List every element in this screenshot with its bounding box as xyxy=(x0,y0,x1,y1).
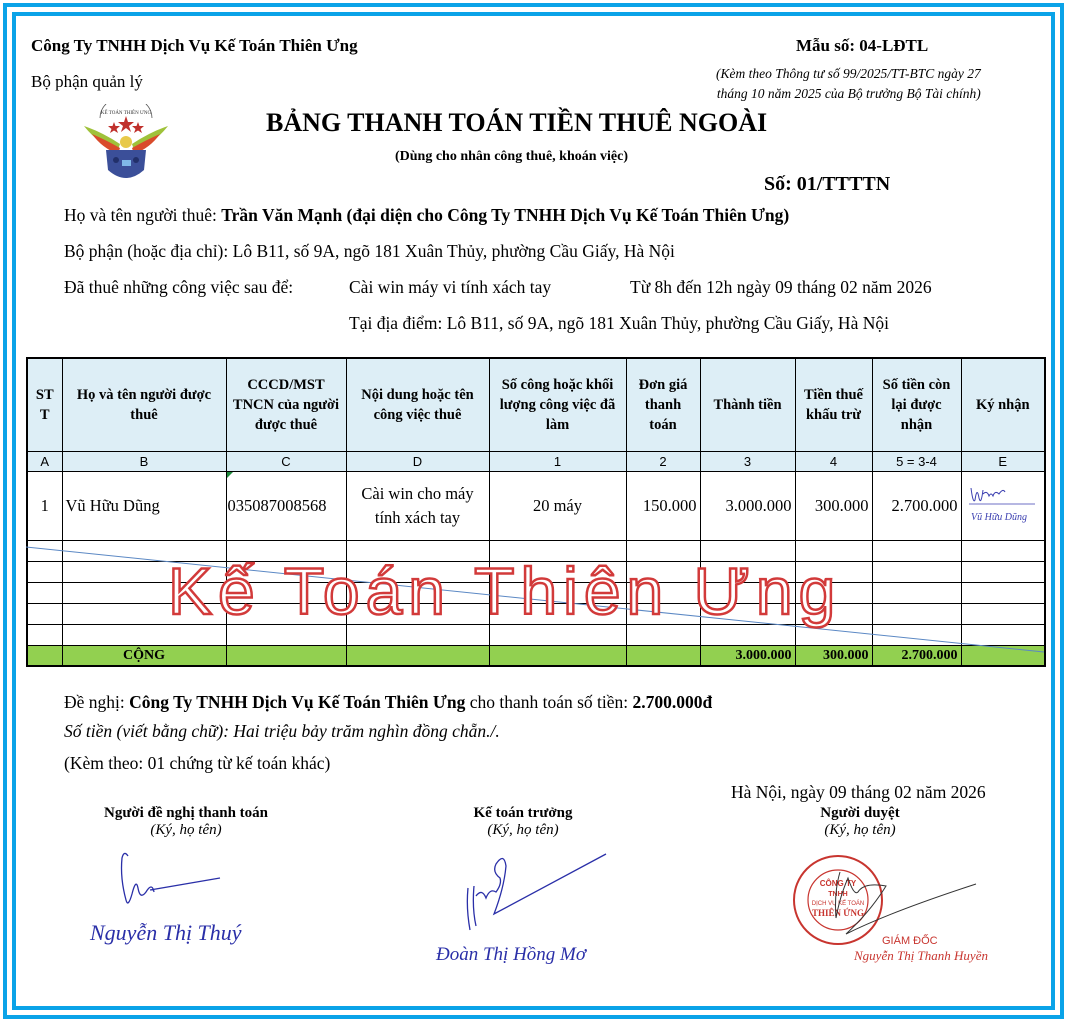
renter-line xyxy=(64,205,789,226)
company-stamp-icon xyxy=(790,852,990,972)
proposal-line xyxy=(64,692,712,713)
amount-in-words: Số tiền (viết bằng chữ): Hai triệu bảy trăm nghìn đồng chẵn./. xyxy=(64,721,500,741)
place-date: Hà Nội, ngày 09 tháng 02 năm 2026 xyxy=(731,782,986,802)
signature-block-approver xyxy=(760,805,960,839)
cell-job: Cài win cho máy tính xách tay xyxy=(346,472,489,541)
code-cell: 2 xyxy=(626,452,700,472)
form-note-line2: tháng 10 năm 2025 của Bộ trưởng Bộ Tài chính) xyxy=(716,86,981,101)
cell-tax: 300.000 xyxy=(795,472,872,541)
code-cell: A xyxy=(27,452,62,472)
svg-text:CÔNG TY: CÔNG TY xyxy=(819,879,857,888)
header-quantity: Số công hoặc khối lượng công việc đã làm xyxy=(489,358,626,452)
signature-block-requester xyxy=(76,805,296,839)
svg-text:Vũ Hữu Dũng: Vũ Hữu Dũng xyxy=(970,511,1027,523)
job-time: Từ 8h đến 12h ngày 09 tháng 02 năm 2026 xyxy=(630,277,932,297)
signature-instruction: (Ký, họ tên) xyxy=(824,822,896,838)
code-cell: B xyxy=(62,452,226,472)
document-number: Số: 01/TTTTN xyxy=(764,173,891,195)
svg-text:KẾ TOÁN THIÊN ƯNG: KẾ TOÁN THIÊN ƯNG xyxy=(100,111,152,116)
svg-text:THIÊN ỨNG: THIÊN ỨNG xyxy=(812,908,864,918)
code-cell: 4 xyxy=(795,452,872,472)
renter-value: Trần Văn Mạnh (đại diện cho Công Ty TNHH Dịch Vụ Kế Toán Thiên Ưng) xyxy=(221,205,790,225)
table-code-row xyxy=(27,452,1045,472)
svg-text:DỊCH VỤ KẾ TOÁN: DỊCH VỤ KẾ TOÁN xyxy=(811,901,865,907)
proposal-label: Đề nghị: xyxy=(64,692,130,712)
table-header-row xyxy=(27,358,1045,452)
address-value: Lô B11, số 9A, ngõ 181 Xuân Thủy, phường Cầu Giấy, Hà Nội xyxy=(232,241,675,261)
cell-signature xyxy=(961,472,1045,541)
company-name: Công Ty TNHH Dịch Vụ Kế Toán Thiên Ưng xyxy=(31,36,358,55)
total-label: CỘNG xyxy=(62,646,226,667)
code-cell: 1 xyxy=(489,452,626,472)
company-logo-icon xyxy=(80,104,172,188)
svg-text:Đoàn Thị Hồng Mơ: Đoàn Thị Hồng Mơ xyxy=(436,944,587,965)
document-title: BẢNG THANH TOÁN TIỀN THUÊ NGOÀI xyxy=(266,108,768,137)
renter-label: Họ và tên người thuê: xyxy=(64,205,222,225)
header-id: CCCD/MST TNCN của người được thuê xyxy=(226,358,346,452)
code-cell: 5 = 3-4 xyxy=(872,452,961,472)
signature-title: Người duyệt xyxy=(820,805,900,821)
header-signature: Ký nhận xyxy=(961,358,1045,452)
total-net: 2.700.000 xyxy=(872,646,961,667)
header-unit-price: Đơn giá thanh toán xyxy=(626,358,700,452)
cell-amount: 3.000.000 xyxy=(700,472,795,541)
handwritten-signature-icon xyxy=(430,848,620,978)
cell-net: 2.700.000 xyxy=(872,472,961,541)
job-value: Cài win máy vi tính xách tay xyxy=(349,277,552,297)
signature-instruction: (Ký, họ tên) xyxy=(487,822,559,838)
svg-text:Nguyễn Thị Thuý: Nguyễn Thị Thuý xyxy=(90,920,242,945)
signature-title: Kế toán trưởng xyxy=(473,805,573,821)
proposal-company: Công Ty TNHH Dịch Vụ Kế Toán Thiên Ưng xyxy=(129,692,466,712)
header-stt: ST T xyxy=(27,358,62,452)
department-label: Bộ phận quản lý xyxy=(31,72,143,91)
header-job: Nội dung hoặc tên công việc thuê xyxy=(346,358,489,452)
location-line xyxy=(349,313,889,334)
form-legal-note xyxy=(716,64,981,104)
code-cell: 3 xyxy=(700,452,795,472)
form-number: Mẫu số: 04-LĐTL xyxy=(796,36,929,55)
total-amount: 3.000.000 xyxy=(700,646,795,667)
proposal-text: cho thanh toán số tiền: xyxy=(465,692,633,712)
signature-instruction: (Ký, họ tên) xyxy=(150,822,222,838)
header-tax: Tiền thuế khấu trừ xyxy=(795,358,872,452)
cell-name: Vũ Hữu Dũng xyxy=(62,472,226,541)
header-amount: Thành tiền xyxy=(700,358,795,452)
code-cell: C xyxy=(226,452,346,472)
svg-text:GIÁM ĐỐC: GIÁM ĐỐC xyxy=(882,935,938,947)
svg-text:Nguyễn Thị Thanh Huyền: Nguyễn Thị Thanh Huyền xyxy=(854,948,988,963)
cell-unit-price: 150.000 xyxy=(626,472,700,541)
code-cell: E xyxy=(961,452,1045,472)
signature-title: Người đề nghị thanh toán xyxy=(103,805,269,821)
attachment-note: (Kèm theo: 01 chứng từ kế toán khác) xyxy=(64,753,331,773)
total-tax: 300.000 xyxy=(795,646,872,667)
address-label: Bộ phận (hoặc địa chỉ): xyxy=(64,241,233,261)
header-net: Số tiền còn lại được nhận xyxy=(872,358,961,452)
watermark-text: Kế Toán Thiên Ưng xyxy=(168,554,842,628)
location-label: Tại địa điểm: xyxy=(349,313,447,333)
address-line xyxy=(64,241,675,262)
code-cell: D xyxy=(346,452,489,472)
proposal-amount: 2.700.000đ xyxy=(632,692,713,712)
form-note-line1: (Kèm theo Thông tư số 99/2025/TT-BTC ngày 27 xyxy=(716,66,981,81)
table-row xyxy=(27,472,1045,541)
signature-icon xyxy=(965,476,1041,532)
cell-id: 035087008568 xyxy=(226,472,346,541)
cell-stt: 1 xyxy=(27,472,62,541)
handwritten-signature-icon xyxy=(80,848,260,958)
signature-block-chief-accountant xyxy=(413,805,633,839)
header-name: Họ và tên người được thuê xyxy=(62,358,226,452)
svg-text:TNHH: TNHH xyxy=(828,891,848,898)
cell-quantity: 20 máy xyxy=(489,472,626,541)
job-label: Đã thuê những công việc sau để: xyxy=(64,277,294,297)
document-subtitle: (Dùng cho nhân công thuê, khoán việc) xyxy=(395,149,628,164)
location-value: Lô B11, số 9A, ngõ 181 Xuân Thủy, phường Cầu Giấy, Hà Nội xyxy=(446,313,889,333)
